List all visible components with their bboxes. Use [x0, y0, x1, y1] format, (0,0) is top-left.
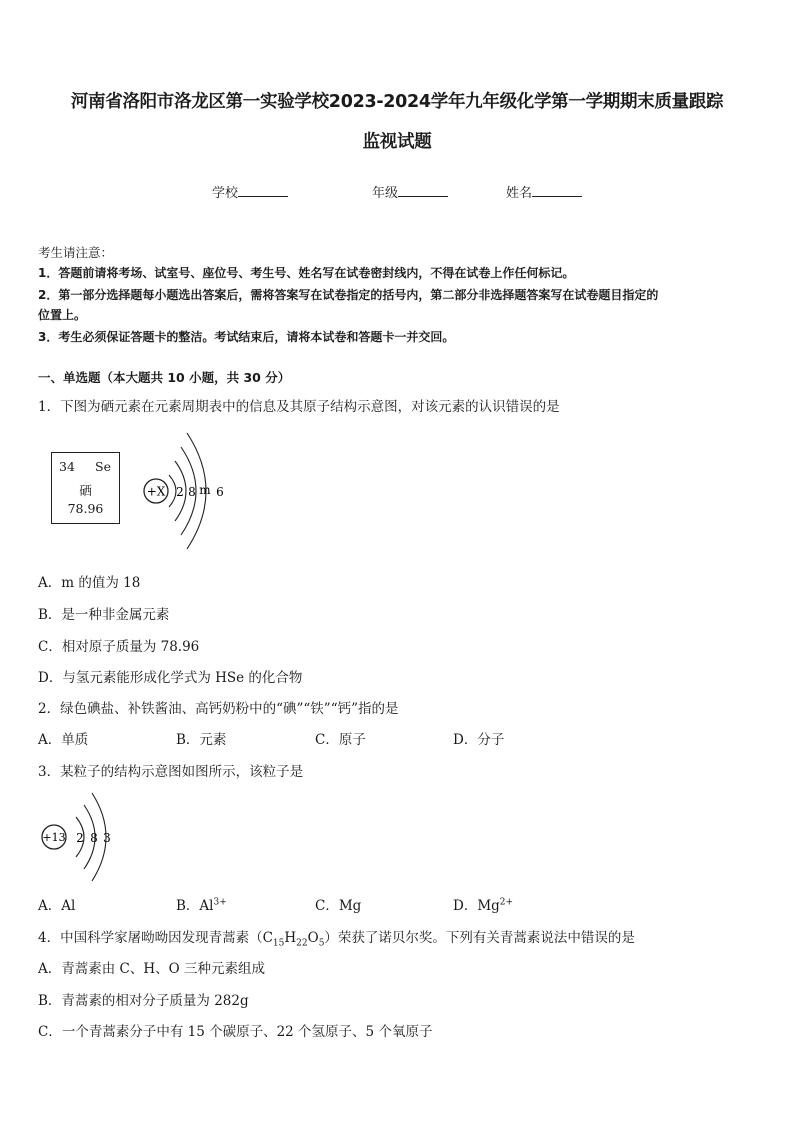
q4-stem-part-1: 4．中国科学家屠呦呦因发现青蒿素（C [38, 930, 273, 946]
element-name: 硒 [79, 483, 92, 498]
school-field[interactable] [212, 182, 288, 201]
shell-electrons-1: 2 [76, 831, 84, 845]
school-label: 学校 [212, 186, 239, 201]
section-heading: 一、单选题（本大题共 10 小题，共 30 分） [38, 370, 291, 385]
periodic-table-cell [51, 452, 120, 524]
grade-blank[interactable] [398, 184, 448, 197]
q2-option-c[interactable]: C．原子 [315, 732, 366, 748]
q4-stem-part-2: H [284, 930, 297, 946]
q1-option-b[interactable]: B．是一种非金属元素 [38, 607, 170, 623]
q2-option-b[interactable]: B．元素 [176, 732, 227, 748]
shell-electrons-4: 6 [216, 485, 224, 499]
notice-item-1: 1．答题前请将考场、试室号、座位号、考生号、姓名写在试卷密封线内，不得在试卷上作任何标记。 [38, 266, 575, 280]
atomic-number: 34 [59, 459, 75, 474]
element-symbol: Se [95, 459, 111, 474]
nucleus-charge: +X [146, 484, 166, 499]
selenium-atom-structure-diagram [135, 425, 235, 560]
q3-option-b-text: B．Al [176, 898, 214, 914]
shell-electrons-3: m [199, 483, 211, 497]
q3-option-d-text: D．Mg [453, 898, 500, 914]
shell-electrons-3: 3 [103, 831, 111, 845]
question-3-stem: 3．某粒子的结构示意图如图所示，该粒子是 [38, 764, 304, 780]
question-4-stem [38, 926, 635, 949]
notice-header: 考生请注意： [38, 245, 114, 260]
q4-option-a[interactable]: A．青蒿素由 C、H、O 三种元素组成 [38, 961, 266, 977]
q4-stem-part-4: ）荣获了诺贝尔奖。下列有关青蒿素说法中错误的是 [324, 930, 635, 946]
q3-option-d[interactable] [453, 894, 513, 914]
shell-electrons-2: 8 [90, 831, 98, 845]
q1-option-d[interactable]: D．与氢元素能形成化学式为 HSe 的化合物 [38, 670, 303, 686]
q4-subscript-h: 22 [296, 938, 308, 949]
q1-option-c[interactable]: C．相对原子质量为 78.96 [38, 639, 200, 655]
shell-electrons-1: 2 [176, 485, 184, 499]
school-blank[interactable] [238, 184, 288, 197]
q4-option-c[interactable]: C．一个青蒿素分子中有 15 个碳原子、22 个氢原子、5 个氧原子 [38, 1024, 433, 1040]
question-2-stem: 2．绿色碘盐、补铁酱油、高钙奶粉中的“碘”“铁”“钙”指的是 [38, 701, 399, 717]
notice-item-2-cont: 位置上。 [38, 308, 87, 322]
q4-stem-part-3: O [307, 930, 319, 946]
q4-subscript-c: 15 [272, 938, 285, 949]
q2-option-d[interactable]: D．分子 [453, 732, 505, 748]
grade-label: 年级 [372, 186, 399, 201]
q3-option-b-charge: 3+ [213, 897, 227, 908]
page-title-continued: 监视试题 [362, 132, 432, 152]
q2-option-a[interactable]: A．单质 [38, 732, 89, 748]
notice-item-2: 2．第一部分选择题每小题选出答案后，需将答案写在试卷指定的括号内，第二部分非选择题答案写在试卷题目指定的 [38, 288, 659, 302]
q3-option-a[interactable]: A．Al [38, 898, 76, 914]
aluminum-atom-structure-diagram [38, 787, 118, 887]
q4-option-b[interactable]: B．青蒿素的相对分子质量为 282g [38, 993, 249, 1009]
q1-option-a[interactable]: A．m 的值为 18 [38, 575, 141, 591]
q4-subscript-o: 5 [318, 938, 325, 949]
page-title: 河南省洛阳市洛龙区第一实验学校2023-2024学年九年级化学第一学期期末质量跟踪 [70, 92, 724, 112]
q3-option-d-charge: 2+ [499, 897, 514, 908]
grade-field[interactable] [372, 182, 448, 201]
name-field[interactable] [506, 182, 582, 201]
q3-option-b[interactable] [176, 894, 227, 914]
nucleus-charge: +13 [42, 831, 66, 844]
question-1-stem: 1．下图为硒元素在元素周期表中的信息及其原子结构示意图，对该元素的认识错误的是 [38, 399, 560, 415]
shell-electrons-2: 8 [188, 485, 196, 499]
name-label: 姓名 [506, 186, 533, 201]
electron-shell-1 [169, 475, 176, 507]
notice-item-3: 3．考生必须保证答题卡的整洁。考试结束后，请将本试卷和答题卡一并交回。 [38, 330, 455, 344]
q3-option-c[interactable]: C．Mg [315, 898, 362, 914]
name-blank[interactable] [532, 184, 582, 197]
atomic-mass: 78.96 [67, 501, 104, 516]
